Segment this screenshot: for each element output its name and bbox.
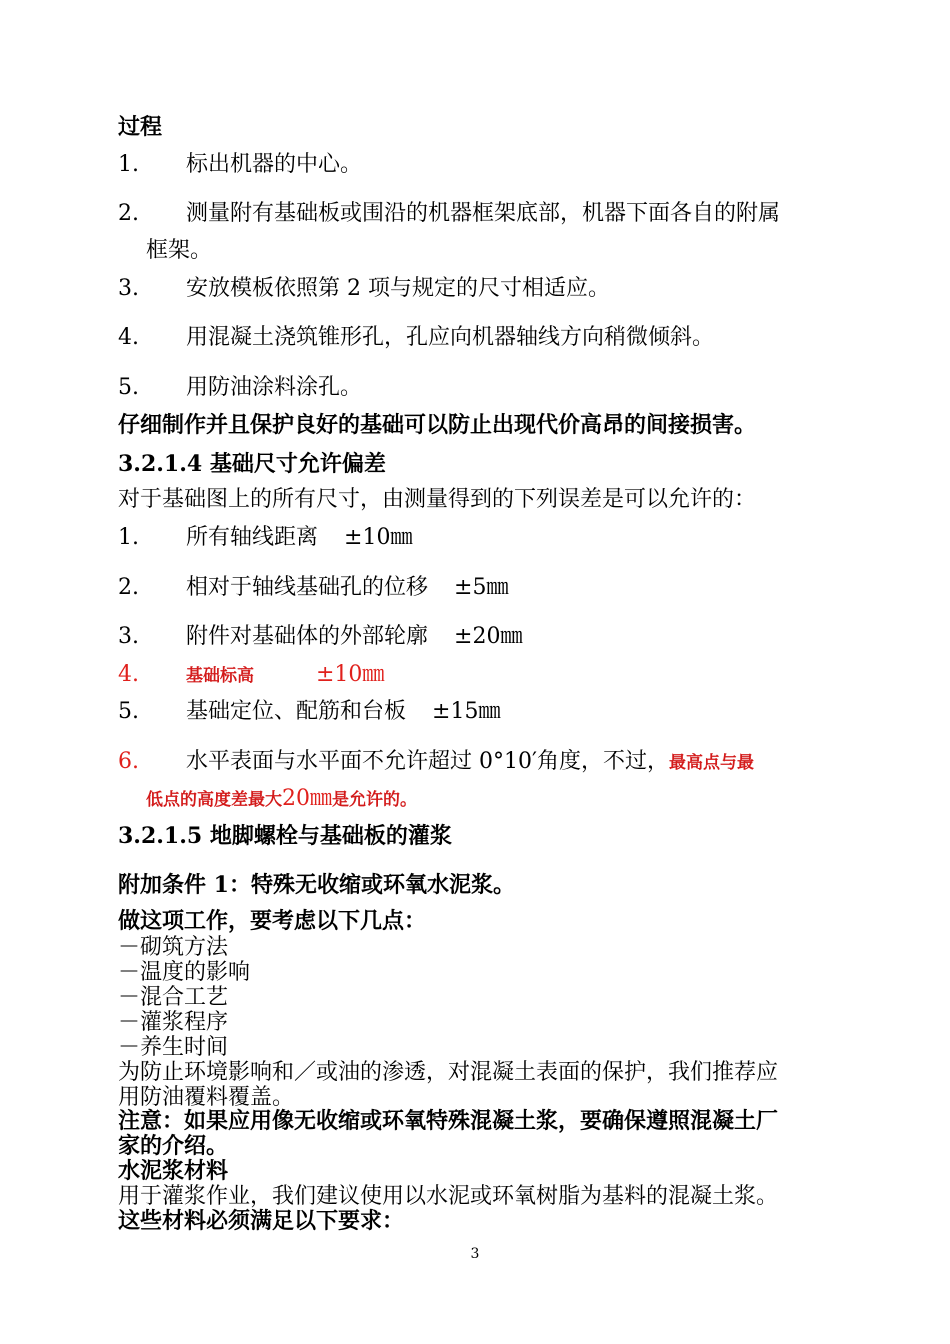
requirements-line: 这些材料必须满足以下要求：	[118, 1208, 405, 1234]
tolerance-6-continued: 低点的高度差最大20㎜是允许的。	[146, 786, 417, 811]
step-4: 4. 用混凝土浇筑锥形孔，孔应向机器轴线方向稍微倾斜。	[118, 325, 715, 350]
section-3-2-1-5: 3.2.1.5 地脚螺栓与基础板的灌浆	[118, 823, 452, 849]
protect-paragraph-line-1: 为防止环境影响和／或油的渗透，对混凝土表面的保护，我们推荐应	[118, 1060, 779, 1085]
tolerance-5: 5. 基础定位、配筋和台板 ±15㎜	[118, 699, 501, 724]
step-1: 1. 标出机器的中心。	[118, 152, 363, 177]
grout-heading: 水泥浆材料	[118, 1158, 229, 1184]
foundation-note: 仔细制作并且保护良好的基础可以防止出现代价高昂的间接损害。	[118, 412, 757, 438]
tolerance-4: 4. 基础标高 ±10㎜	[118, 662, 385, 687]
step-3: 3. 安放模板依照第 2 项与规定的尺寸相适应。	[118, 276, 610, 301]
section-3-2-1-4: 3.2.1.4 基础尺寸允许偏差	[118, 451, 386, 477]
tolerance-6: 6. 水平表面与水平面不允许超过 0°10′角度，不过，最高点与最	[118, 749, 754, 774]
condition-1: 附加条件 1：特殊无收缩或环氧水泥浆。	[118, 872, 515, 898]
consider-item: －温度的影响	[118, 960, 251, 985]
grout-paragraph: 用于灌浆作业，我们建议使用以水泥或环氧树脂为基料的混凝土浆。	[118, 1184, 779, 1209]
consider-heading: 做这项工作，要考虑以下几点：	[118, 908, 427, 934]
consider-item: －养生时间	[118, 1035, 229, 1060]
attention-line-1: 注意：如果应用像无收缩或环氧特殊混凝土浆，要确保遵照混凝土厂	[118, 1108, 779, 1134]
consider-item: －混合工艺	[118, 985, 229, 1010]
page-number: 3	[470, 1246, 480, 1262]
tolerance-3: 3. 附件对基础体的外部轮廓 ±20㎜	[118, 624, 523, 649]
protect-paragraph-line-2: 用防油覆料覆盖。	[118, 1085, 295, 1110]
tolerance-1: 1. 所有轴线距离 ±10㎜	[118, 525, 413, 550]
tolerance-intro: 对于基础图上的所有尺寸，由测量得到的下列误差是可以允许的：	[118, 487, 757, 512]
step-2-continued: 框架。	[146, 238, 213, 263]
tolerance-2: 2. 相对于轴线基础孔的位移 ±5㎜	[118, 575, 509, 600]
step-5: 5. 用防油涂料涂孔。	[118, 375, 363, 400]
heading-process: 过程	[118, 114, 163, 140]
consider-item: －砌筑方法	[118, 935, 229, 960]
consider-item: －灌浆程序	[118, 1010, 229, 1035]
step-2: 2. 测量附有基础板或围沿的机器框架底部，机器下面各自的附属	[118, 201, 781, 226]
attention-line-2: 家的介绍。	[118, 1133, 229, 1159]
